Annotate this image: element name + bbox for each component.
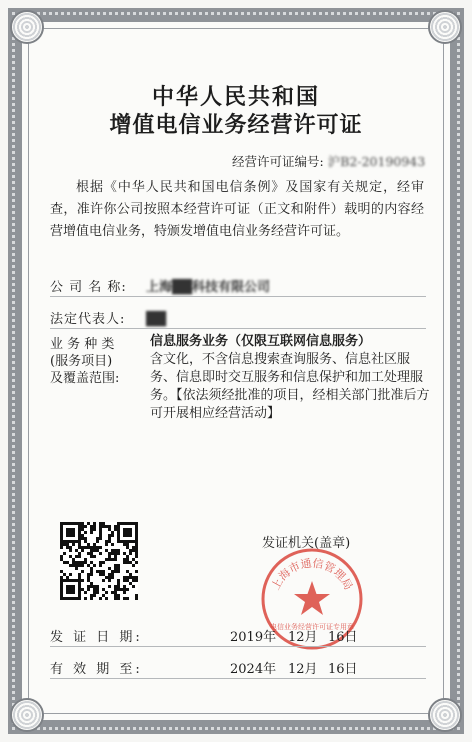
divider [50,296,426,297]
certificate-title-line1: 中华人民共和国 [151,84,320,110]
issuer-label: 发证机关(盖章) [262,536,351,551]
license-number-value: 沪B2-20190943 [327,154,426,169]
seal-inner-text: 电信业务经营许可证专用章 [270,623,354,631]
issue-date-month: 12月 [288,630,318,645]
valid-until-year: 2024年 [230,662,277,677]
business-label-line3: 及覆盖范围: [50,371,120,386]
intro-paragraph: 根据《中华人民共和国电信条例》及国家有关规定，经审查，准许你公司按照本经营许可证（正文和附件）载明的内容经营增值电信业务，特颁发增值电信业务经营许可证。 [50,180,424,239]
company-value: 上海██科技有限公司 [146,280,270,295]
seal-star-icon [294,581,330,615]
divider [50,328,426,329]
issue-date-year: 2019年 [230,630,277,645]
certificate-title-line2: 增值电信业务经营许可证 [109,112,363,138]
business-scope-line2: 含文化，不含信息搜索查询服务、信息社区服务、信息即时交互服务和信息保护和加工处理服务。【依法须经批准的项目，经相关部门批准后方可开展相应经营活动】 [150,352,430,421]
valid-until-label: 有 效 期 至: [50,662,143,677]
seal-arc-text: 上海市通信管理局 [268,556,356,593]
valid-until-day: 16日 [328,662,358,677]
issue-date-label: 发 证 日 期: [50,630,143,645]
qr-code [60,522,138,600]
qr-code-icon [60,522,138,600]
corner-ornament-icon [428,10,462,44]
corner-ornament-icon [10,698,44,732]
valid-until-row [50,658,358,677]
business-label-line2: (服务项目) [50,354,113,369]
business-scope [150,333,430,423]
corner-ornament-icon [10,10,44,44]
business-label-line1: 业 务 种 类 [50,337,115,352]
divider [50,646,426,647]
company-row [50,276,270,295]
company-label: 公 司 名 称: [50,280,127,295]
license-number [232,152,425,170]
corner-ornament-icon [428,698,462,732]
license-number-label: 经营许可证编号: [232,154,324,169]
business-label [50,336,150,387]
issue-date-day: 16日 [328,630,358,645]
legal-rep-label: 法定代表人: [50,312,126,327]
business-scope-line1: 信息服务业务（仅限互联网信息服务） [150,334,372,349]
valid-until-month: 12月 [288,662,318,677]
legal-rep-row [50,308,166,327]
legal-rep-value: ██ [146,312,166,327]
divider [50,678,426,679]
